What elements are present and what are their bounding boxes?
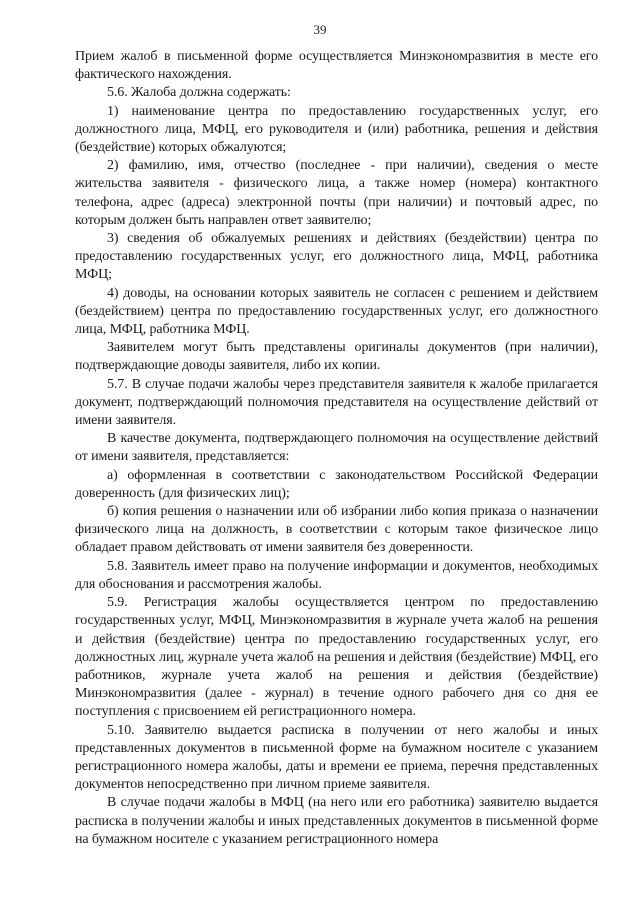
paragraph-authority-document: В качестве документа, подтверждающего полномочия на осуществление действий от имени заявителя, представляется: <box>75 431 598 465</box>
paragraph-originals: Заявителем могут быть представлены оригиналы документов (при наличии), подтверждающие доводы заявителя, либо их копии. <box>75 340 598 374</box>
paragraph-5-6-item-3: 3) сведения об обжалуемых решениях и действиях (бездействии) центра по предоставлению государственных услуг, его должностного лица, МФЦ, работника МФЦ; <box>75 231 598 283</box>
paragraph-5-9: 5.9. Регистрация жалобы осуществляется центром по предоставлению государственных услуг, МФЦ, Минэкономразвития в журнале учета жалоб на решения и действия (бездействие) центра по предоставлению государственных услуг, его должностных лиц, журнале учета жалоб на решения и действия (бездействие) МФЦ, его работников, журнале учета жалоб на решения и действия (бездействие) Минэкономразвития (далее - журнал) в течение одного рабочего дня со дня ее поступления с присвоением ей регистрационного номера. <box>75 595 598 720</box>
paragraph-5-6-item-4: 4) доводы, на основании которых заявитель не согласен с решением и действием (бездействием) центра по предоставлению государственных услуг, его должностного лица, МФЦ, работника МФЦ. <box>75 285 598 338</box>
paragraph-5-6-item-1: 1) наименование центра по предоставлению государственных услуг, его должностного лица, МФЦ, его руководителя и (или) работника, решения и действия (бездействие) которых обжалуются; <box>75 103 598 156</box>
paragraph-5-8: 5.8. Заявитель имеет право на получение информации и документов, необходимых для обоснования и рассмотрения жалобы. <box>75 558 598 592</box>
paragraph-complaints-written-form: Прием жалоб в письменной форме осуществляется Минэкономразвития в месте его фактического нахождения. <box>75 49 598 83</box>
paragraph-item-a: а) оформленная в соответствии с законодательством Российской Федерации доверенность (для физических лиц); <box>75 467 598 501</box>
paragraph-5-7: 5.7. В случае подачи жалобы через представителя заявителя к жалобе прилагается документ, подтверждающий полномочия представителя на осуществление действий от имени заявителя. <box>75 376 598 429</box>
paragraph-item-b: б) копия решения о назначении или об избрании либо копия приказа о назначении физического лица на должность, в соответствии с которым такое физическое лицо обладает правом действовать от имени заявителя без доверенности. <box>75 504 598 556</box>
paragraph-mfc-receipt: В случае подачи жалобы в МФЦ (на него или его работника) заявителю выдается расписка в получении жалобы и иных представленных документов в письменной форме на бумажном носителе с указанием регистрационного номера <box>75 795 598 847</box>
paragraph-5-10: 5.10. Заявителю выдается расписка в получении от него жалобы и иных представленных документов в письменной форме на бумажном носителе с указанием регистрационного номера жалобы, даты и времени ее приема, перечня представленных документов непосредственно при личном приеме заявителя. <box>75 722 598 793</box>
page-number: 39 <box>313 22 327 37</box>
paragraph-5-6-item-2: 2) фамилию, имя, отчество (последнее - при наличии), сведения о месте жительства заявителя - физического лица, а также номер (номера) контактного телефона, адрес (адреса) электронной почты (при наличии) и почтовый адрес, по которым должен быть направлен ответ заявителю; <box>75 158 598 228</box>
paragraph-5-6-heading: 5.6. Жалоба должна содержать: <box>107 85 291 101</box>
document-body <box>75 48 598 849</box>
